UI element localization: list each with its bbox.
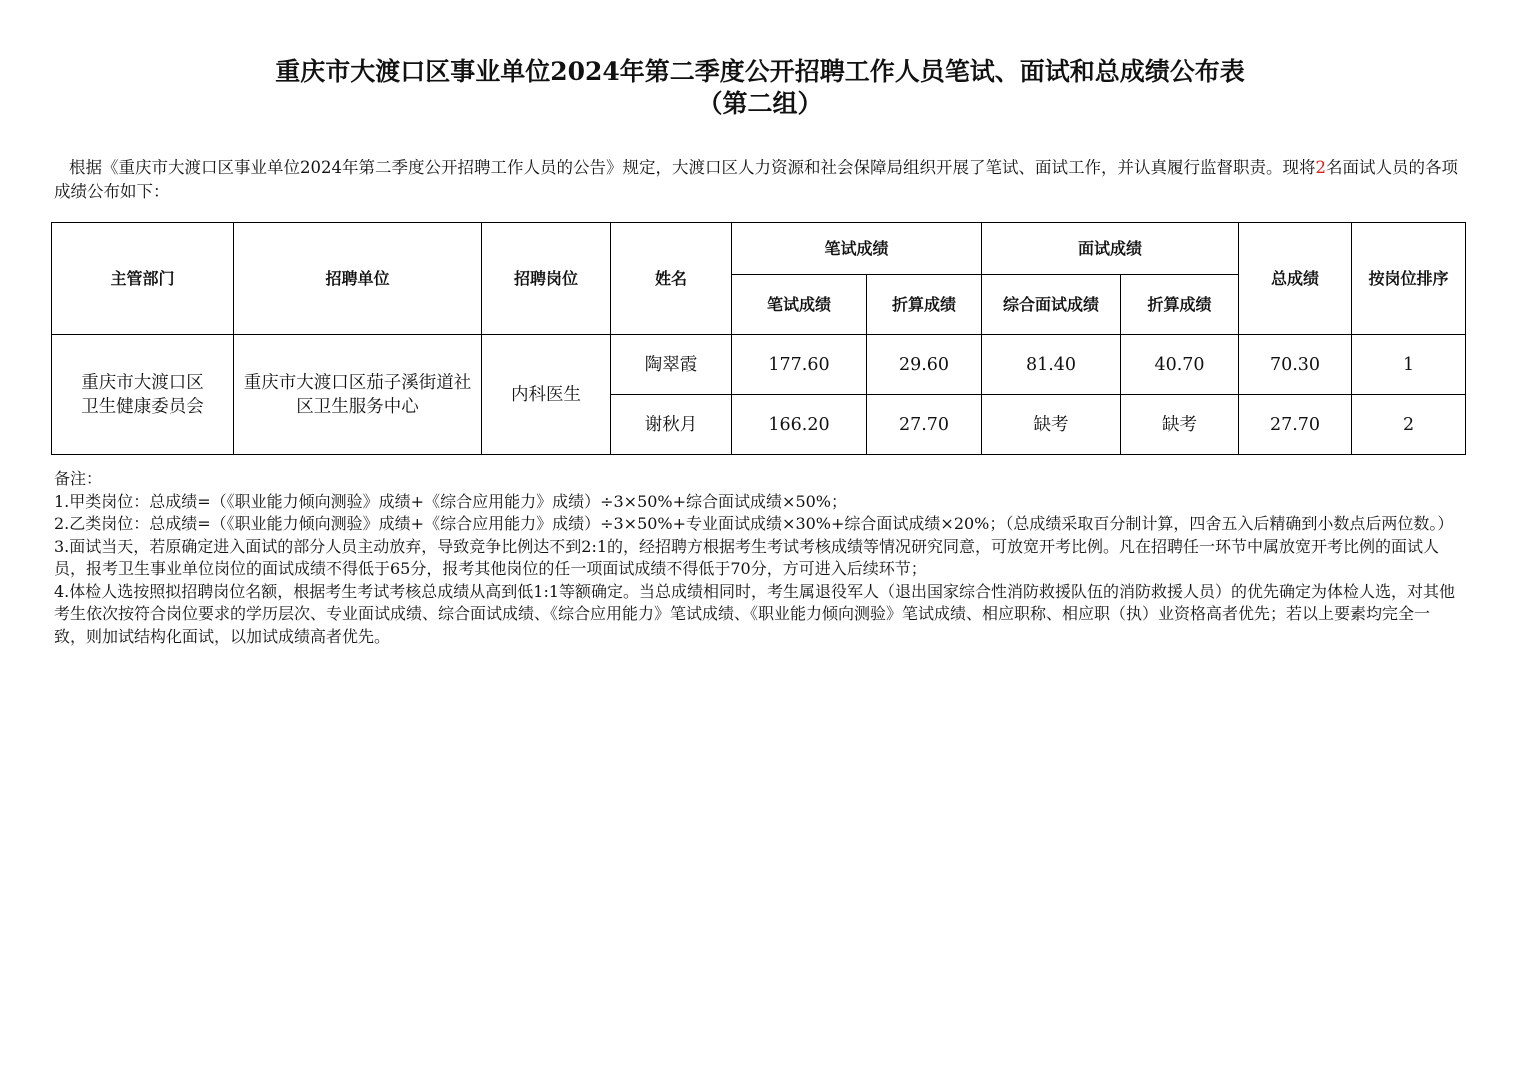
header-interview-group: 面试成绩 bbox=[982, 223, 1239, 275]
header-interview-converted: 折算成绩 bbox=[1121, 275, 1239, 335]
header-department: 主管部门 bbox=[52, 223, 234, 335]
header-total: 总成绩 bbox=[1239, 223, 1352, 335]
cell-written-score: 177.60 bbox=[732, 335, 867, 395]
document-subtitle: （第二组） bbox=[697, 89, 823, 118]
cell-rank: 2 bbox=[1352, 395, 1466, 455]
header-written-converted: 折算成绩 bbox=[867, 275, 982, 335]
cell-department: 重庆市大渡口区卫生健康委员会 bbox=[52, 335, 234, 455]
cell-name: 谢秋月 bbox=[611, 395, 732, 455]
intro-text-after: 名面试人员的各项成绩公布如下： bbox=[54, 158, 1458, 201]
cell-unit: 重庆市大渡口区茄子溪街道社区卫生服务中心 bbox=[234, 335, 482, 455]
notes-section bbox=[54, 468, 1459, 648]
notes-heading: 备注： bbox=[54, 469, 103, 488]
cell-position: 内科医生 bbox=[482, 335, 611, 455]
document-title: 重庆市大渡口区事业单位2024年第二季度公开招聘工作人员笔试、面试和总成绩公布表 bbox=[275, 57, 1245, 86]
cell-interview-score: 81.40 bbox=[982, 335, 1121, 395]
header-interview-score: 综合面试成绩 bbox=[982, 275, 1121, 335]
cell-total: 27.70 bbox=[1239, 395, 1352, 455]
cell-interview-score: 缺考 bbox=[982, 395, 1121, 455]
cell-name: 陶翠霞 bbox=[611, 335, 732, 395]
header-unit: 招聘单位 bbox=[234, 223, 482, 335]
cell-written-converted: 27.70 bbox=[867, 395, 982, 455]
header-written-group: 笔试成绩 bbox=[732, 223, 982, 275]
cell-written-converted: 29.60 bbox=[867, 335, 982, 395]
header-position: 招聘岗位 bbox=[482, 223, 611, 335]
intro-text-before: 根据《重庆市大渡口区事业单位2024年第二季度公开招聘工作人员的公告》规定，大渡口区人力资源和社会保障局组织开展了笔试、面试工作，并认真履行监督职责。现将 bbox=[69, 158, 1316, 177]
cell-written-score: 166.20 bbox=[732, 395, 867, 455]
score-table bbox=[51, 222, 1466, 455]
note-item-2: 2.乙类岗位：总成绩=（《职业能力倾向测验》成绩+《综合应用能力》成绩）÷3×50%+专业面试成绩×30%+综合面试成绩×20%；（总成绩采取百分制计算，四舍五入后精确到小数点后两位数。） bbox=[54, 514, 1454, 533]
header-rank: 按岗位排序 bbox=[1352, 223, 1466, 335]
header-written-score: 笔试成绩 bbox=[732, 275, 867, 335]
intro-count: 2 bbox=[1315, 158, 1326, 177]
cell-interview-converted: 40.70 bbox=[1121, 335, 1239, 395]
cell-interview-converted: 缺考 bbox=[1121, 395, 1239, 455]
note-item-4: 4.体检人选按照拟招聘岗位名额，根据考生考试考核总成绩从高到低1:1等额确定。当总成绩相同时，考生属退役军人（退出国家综合性消防救援队伍的消防救援人员）的优先确定为体检人选，对其他考生依次按符合岗位要求的学历层次、专业面试成绩、综合面试成绩、《综合应用能力》笔试成绩、《职业能力倾向测验》笔试成绩、相应职称、相应职（执）业资格高者优先；若以上要素均完全一致，则加试结构化面试，以加试成绩高者优先。 bbox=[54, 581, 1456, 646]
table-row bbox=[52, 335, 1466, 395]
cell-rank: 1 bbox=[1352, 335, 1466, 395]
intro-paragraph bbox=[54, 156, 1459, 204]
note-item-1: 1.甲类岗位：总成绩=（《职业能力倾向测验》成绩+《综合应用能力》成绩）÷3×50%+综合面试成绩×50%； bbox=[54, 491, 848, 511]
note-item-3: 3.面试当天，若原确定进入面试的部分人员主动放弃，导致竞争比例达不到2:1的，经招聘方根据考生考试考核成绩等情况研究同意，可放宽开考比例。凡在招聘任一环节中属放宽开考比例的面试人员，报考卫生事业单位岗位的面试成绩不得低于65分，报考其他岗位的任一项面试成绩不得低于70分，方可进入后续环节； bbox=[54, 536, 1440, 578]
cell-total: 70.30 bbox=[1239, 335, 1352, 395]
header-name: 姓名 bbox=[611, 223, 732, 335]
header-row-1 bbox=[52, 223, 1466, 275]
